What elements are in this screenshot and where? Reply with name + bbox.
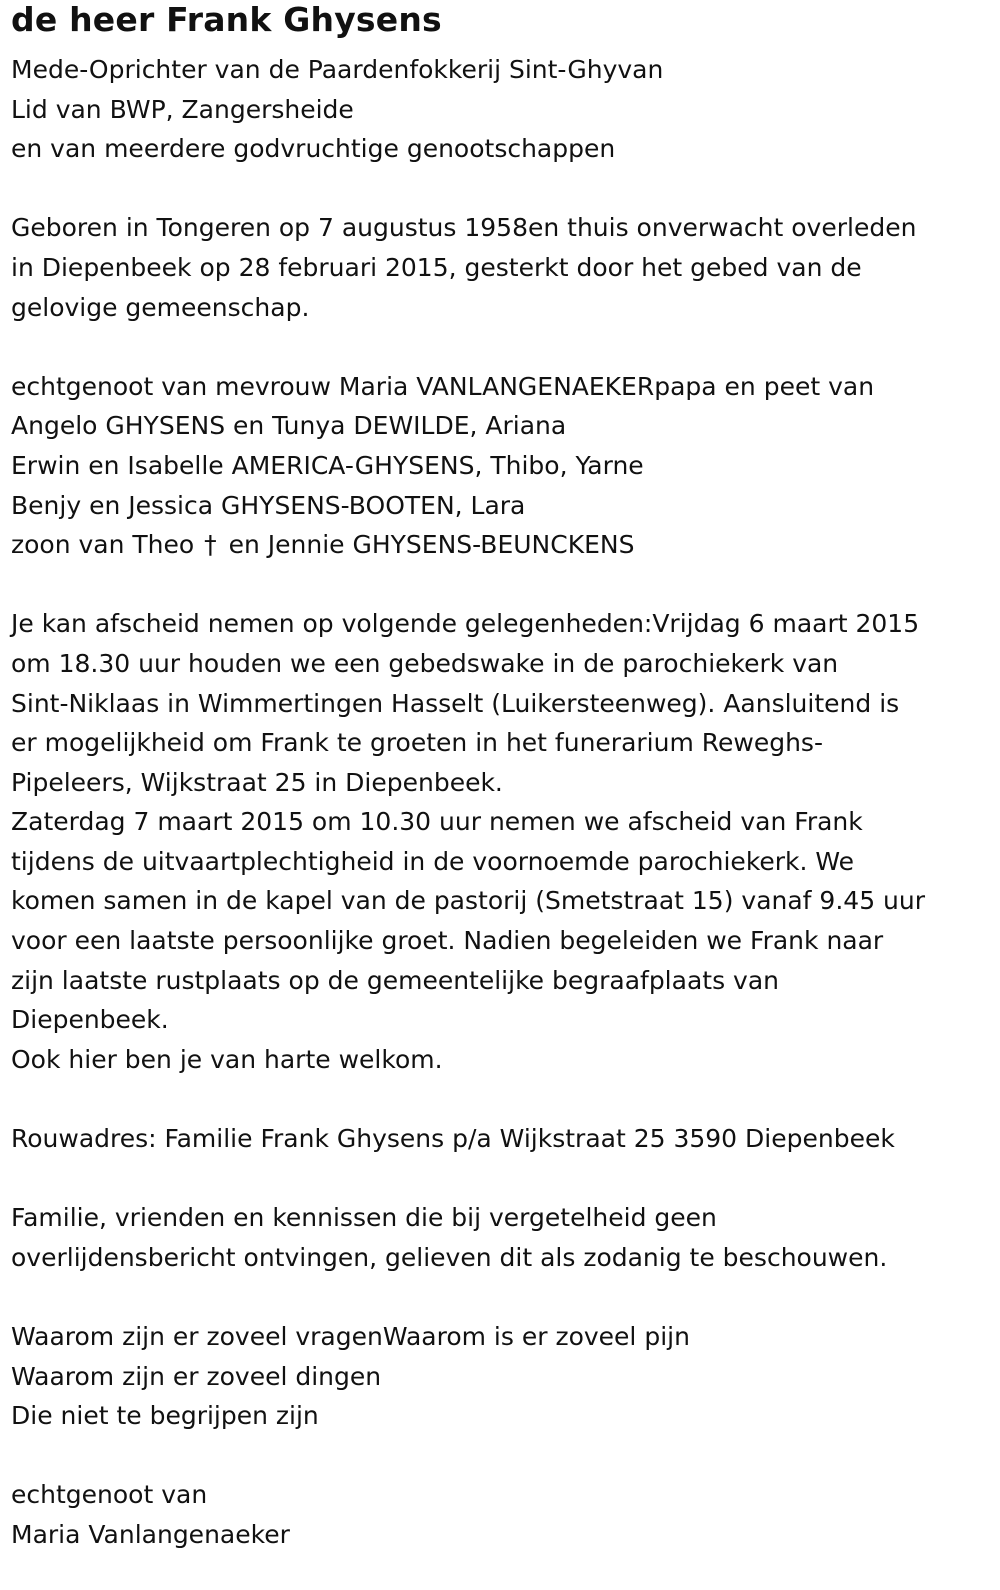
page-title: de heer Frank Ghysens bbox=[11, 0, 442, 39]
birth-line: Geboren in Tongeren op 7 augustus 1958en thuis onverwacht overleden bbox=[11, 213, 917, 243]
notice-section bbox=[11, 1198, 991, 1277]
family-section bbox=[11, 367, 991, 565]
farewell-line: komen samen in de kapel van de pastorij (Smetstraat 15) vanaf 9.45 uur bbox=[11, 886, 926, 916]
spacer bbox=[11, 169, 991, 209]
farewell-line: Sint-Niklaas in Wimmertingen Hasselt (Luikersteenweg). Aansluitend is bbox=[11, 688, 900, 718]
son-of-text: zoon van Theo bbox=[11, 530, 203, 560]
notice-line: Familie, vrienden en kennissen die bij vergetelheid geen bbox=[11, 1203, 717, 1233]
cross-icon: † bbox=[204, 530, 217, 560]
obituary-document bbox=[11, 0, 991, 1555]
spacer bbox=[11, 327, 991, 367]
birth-death-section bbox=[11, 208, 991, 327]
closing-line: Maria Vanlangenaeker bbox=[11, 1519, 290, 1549]
farewell-line: tijdens de uitvaartplechtigheid in de voornoemde parochiekerk. We bbox=[11, 846, 855, 876]
spacer bbox=[11, 565, 991, 605]
farewell-line: Diepenbeek. bbox=[11, 1005, 169, 1035]
poem-line: Die niet te begrijpen zijn bbox=[11, 1401, 319, 1431]
role-line: Mede-Oprichter van de Paardenfokkerij Sint-Ghyvan bbox=[11, 55, 664, 84]
notice-line: overlijdensbericht ontvingen, gelieven dit als zodanig te beschouwen. bbox=[11, 1242, 888, 1272]
son-of-text: en Jennie GHYSENS-BEUNCKENS bbox=[220, 530, 635, 560]
poem-line: Waarom zijn er zoveel dingen bbox=[11, 1361, 382, 1391]
closing-line: echtgenoot van bbox=[11, 1480, 208, 1510]
farewell-line: er mogelijkheid om Frank te groeten in het funerarium Reweghs- bbox=[11, 728, 823, 758]
farewell-line: Ook hier ben je van harte welkom. bbox=[11, 1044, 443, 1074]
family-line: echtgenoot van mevrouw Maria VANLANGENAEKERpapa en peet van bbox=[11, 371, 875, 401]
birth-line: in Diepenbeek op 28 februari 2015, gesterkt door het gebed van de bbox=[11, 252, 862, 282]
farewell-line: Zaterdag 7 maart 2015 om 10.30 uur nemen we afscheid van Frank bbox=[11, 807, 863, 837]
farewell-line: om 18.30 uur houden we een gebedswake in de parochiekerk van bbox=[11, 648, 839, 678]
spacer bbox=[11, 1277, 991, 1317]
role-line: Lid van BWP, Zangersheide bbox=[11, 94, 354, 124]
roles-section bbox=[11, 50, 991, 169]
farewell-line: Pipeleers, Wijkstraat 25 in Diepenbeek. bbox=[11, 767, 503, 797]
family-line: Angelo GHYSENS en Tunya DEWILDE, Ariana bbox=[11, 411, 567, 441]
poem-section bbox=[11, 1317, 991, 1436]
spacer bbox=[11, 1079, 991, 1119]
spacer bbox=[11, 1436, 991, 1476]
poem-line: Waarom zijn er zoveel vragenWaarom is er zoveel pijn bbox=[11, 1322, 690, 1351]
farewell-line: voor een laatste persoonlijke groet. Nadien begeleiden we Frank naar bbox=[11, 926, 884, 956]
son-of-line bbox=[11, 525, 991, 565]
farewell-line: zijn laatste rustplaats op de gemeentelijke begraafplaats van bbox=[11, 965, 780, 995]
mourning-address: Rouwadres: Familie Frank Ghysens p/a Wijkstraat 25 3590 Diepenbeek bbox=[11, 1124, 895, 1154]
closing-section bbox=[11, 1475, 991, 1554]
farewell-section bbox=[11, 604, 991, 1079]
farewell-line: Je kan afscheid nemen op volgende gelegenheden:Vrijdag 6 maart 2015 bbox=[11, 609, 920, 639]
birth-line: gelovige gemeenschap. bbox=[11, 292, 310, 322]
family-line: Benjy en Jessica GHYSENS-BOOTEN, Lara bbox=[11, 490, 526, 520]
family-line: Erwin en Isabelle AMERICA-GHYSENS, Thibo, Yarne bbox=[11, 450, 644, 480]
spacer bbox=[11, 1159, 991, 1199]
role-line: en van meerdere godvruchtige genootschappen bbox=[11, 134, 616, 164]
